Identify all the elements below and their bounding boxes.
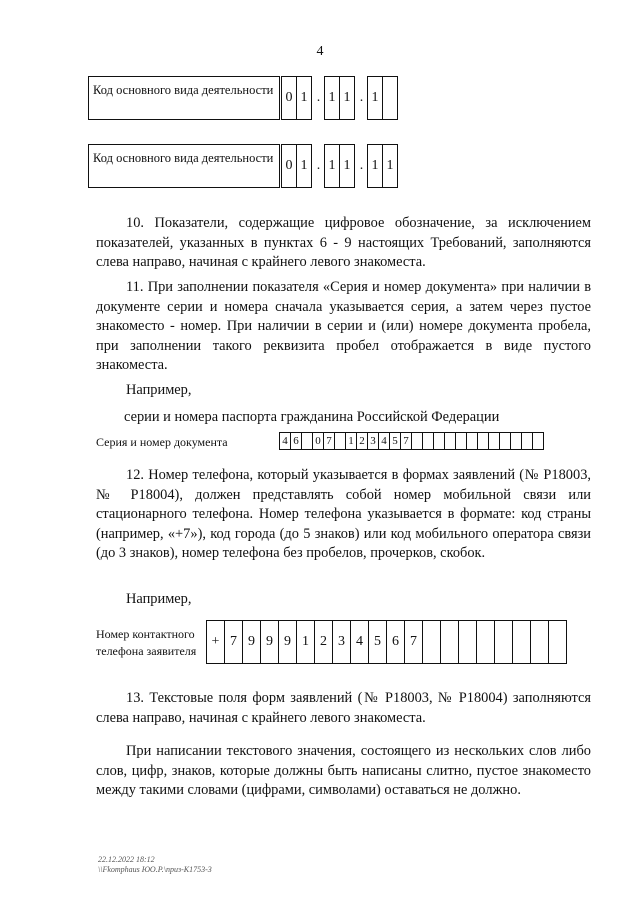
passport-char-cell: 1 [345,432,357,450]
okved-cell: 1 [296,76,312,120]
footer-date: 22.12.2022 18:12 [98,855,155,864]
phone-char-cell: 7 [224,620,243,664]
passport-char-cell: 3 [367,432,379,450]
passport-char-cell: 5 [389,432,401,450]
okved-cell: 0 [281,76,297,120]
okved-cell: 1 [296,144,312,188]
phone-char-cell: 3 [332,620,351,664]
passport-intro: серии и номера паспорта гражданина Российской Федерации [124,409,500,425]
phone-char-cell: 5 [368,620,387,664]
okved-cell: 1 [367,76,383,120]
okved-dot: . [359,158,364,173]
passport-char-cell: 4 [279,432,291,450]
okved-cell: 1 [339,144,355,188]
okved-example-2 [88,144,426,188]
okved-cell: 1 [339,76,355,120]
paragraph-10: 10. Показатели, содержащие цифровое обозначение, за исключением показателей, указанных в пунктах 6 - 9 настоящих Требований, заполняются слева направо, начиная с крайнего левого знакоместа. [96,215,591,270]
example-label-2: Например, [126,591,192,607]
phone-char-cell: + [206,620,225,664]
passport-char-cell: 7 [400,432,412,450]
phone-char-cell: 4 [350,620,369,664]
phone-label: Номер контактного телефона заявителя [96,627,197,658]
phone-char-cell: 1 [296,620,315,664]
passport-label: Серия и номер документа [96,435,228,449]
okved-cell: 1 [382,144,398,188]
passport-char-cell: 4 [378,432,390,450]
phone-cells [206,620,567,664]
passport-example [96,432,576,452]
example-label-1: Например, [126,382,192,398]
phone-char-cell: 9 [260,620,279,664]
okved-example-1 [88,76,426,120]
passport-char-cell [532,432,544,450]
passport-char-cell: 7 [323,432,335,450]
phone-char-cell: 9 [242,620,261,664]
okved-cell: 1 [324,144,340,188]
okved-cell: 0 [281,144,297,188]
footer-stamp [98,855,212,875]
page-number: 4 [316,44,324,59]
phone-char-cell: 2 [314,620,333,664]
passport-char-cell: 0 [312,432,324,450]
phone-char-cell: 7 [404,620,423,664]
paragraph-11: 11. При заполнении показателя «Серия и номер документа» при наличии в документе серии и номера сначала указывается серия, а затем через пустое знакоместо - номер. При наличии в серии и (или) номере документа пробела, при заполнении такого реквизита пробел отображается в виде пустого знакоместа. [96,279,591,373]
phone-char-cell [548,620,567,664]
phone-char-cell [530,620,549,664]
passport-char-cell: 2 [356,432,368,450]
okved-dot: . [316,90,321,105]
okved-label-cell: Код основного вида деятельности [88,144,280,188]
phone-char-cell [422,620,441,664]
okved-cells [282,76,398,120]
okved-cell: 1 [367,144,383,188]
footer-path: \\Fkomphaus ЮО.Р.\приз-К1753-3 [98,865,212,874]
phone-char-cell: 9 [278,620,297,664]
phone-char-cell: 6 [386,620,405,664]
phone-char-cell [476,620,495,664]
phone-example [96,620,576,664]
phone-char-cell [512,620,531,664]
phone-char-cell [440,620,459,664]
okved-cell: 1 [324,76,340,120]
okved-dot: . [316,158,321,173]
phone-char-cell [458,620,477,664]
passport-char-cell: 6 [290,432,302,450]
phone-char-cell [494,620,513,664]
okved-cell [382,76,398,120]
okved-cells [282,144,398,188]
paragraph-12: 12. Номер телефона, который указывается в формах заявлений (№ Р18003, № Р18004), должен представлять собой номер мобильной связи или стационарного телефона. Номер телефона указывается в формате: код страны (например, «+7»), код города (до 5 знаков) или код мобильного оператора связи (до 3 знаков), номер телефона без пробелов, прочерков, скобок. [96,467,591,561]
okved-label-cell: Код основного вида деятельности [88,76,280,120]
passport-cells [279,432,544,450]
paragraph-13: 13. Текстовые поля форм заявлений (№ Р18003, № Р18004) заполняются слева направо, начиная с крайнего левого знакоместа. [96,690,591,726]
paragraph-14: При написании текстового значения, состоящего из нескольких слов либо слов, цифр, знаков, которые должны быть написаны слитно, пустое знакоместо между такими словами (цифрами, символами) оставаться не должно. [96,743,591,798]
okved-dot: . [359,90,364,105]
